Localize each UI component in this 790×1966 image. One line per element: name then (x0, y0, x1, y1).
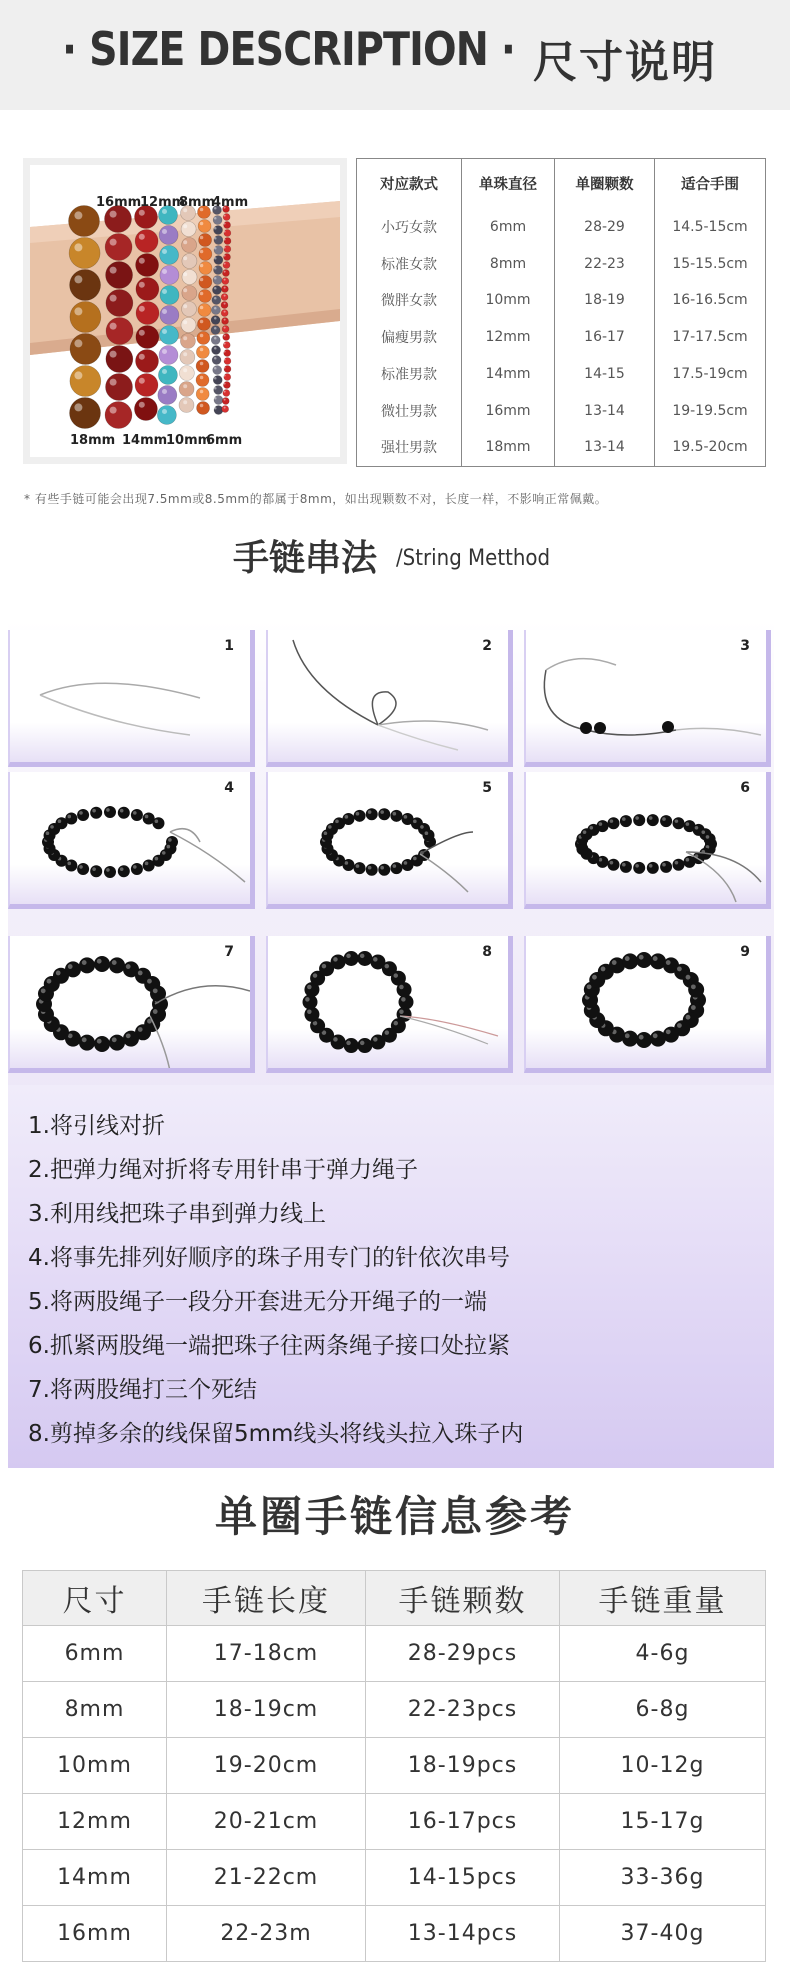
bracelet-photo (23, 158, 347, 464)
header-title-en: · SIZE DESCRIPTION · (62, 22, 516, 76)
step-5-illustration (268, 772, 508, 904)
info-table-cell: 4-6g (560, 1626, 766, 1682)
step-4-illustration (10, 772, 250, 904)
size-table-row (357, 209, 766, 246)
size-table-cell: 14mm (462, 356, 555, 393)
info-table-cell: 22-23m (167, 1906, 366, 1962)
info-table-cell: 18-19pcs (366, 1738, 560, 1794)
size-table-cell: 16mm (462, 392, 555, 429)
step-3-illustration (526, 630, 766, 762)
step-image-6 (524, 772, 771, 909)
info-table-cell: 14-15pcs (366, 1850, 560, 1906)
size-table-cell: 标准男款 (357, 356, 462, 393)
info-table-row (23, 1850, 766, 1906)
step-1-illustration (10, 630, 250, 762)
instruction-step: 4.将事先排列好顺序的珠子用专门的针依次串号 (28, 1245, 510, 1271)
header-title-cn: 尺寸说明 (533, 37, 717, 88)
info-table-header-cell: 尺寸 (23, 1571, 167, 1626)
size-table-row (357, 356, 766, 393)
info-table-header-cell: 手链颗数 (366, 1571, 560, 1626)
step-number: 2 (482, 638, 492, 654)
info-table-row (23, 1738, 766, 1794)
size-table-row (357, 392, 766, 429)
size-label-14mm: 14mm (122, 433, 168, 448)
step-number: 9 (740, 944, 750, 960)
size-table-cell: 偏瘦男款 (357, 319, 462, 356)
step-2-illustration (268, 630, 508, 762)
size-label-10mm: 10mm (166, 433, 212, 448)
instruction-step: 8.剪掉多余的线保留5mm线头将线头拉入珠子内 (28, 1421, 524, 1447)
step-number: 3 (740, 638, 750, 654)
info-table-cell: 8mm (23, 1682, 167, 1738)
size-table-cell: 22-23 (555, 245, 655, 282)
step-image-7 (8, 936, 255, 1073)
info-table-cell: 6-8g (560, 1682, 766, 1738)
step-number: 8 (482, 944, 492, 960)
info-table-cell: 21-22cm (167, 1850, 366, 1906)
size-table-cell: 17.5-19cm (672, 366, 748, 383)
info-table-cell: 20-21cm (167, 1794, 366, 1850)
step-number: 1 (224, 638, 234, 654)
size-table-row (357, 282, 766, 319)
info-table-cell: 33-36g (560, 1850, 766, 1906)
size-table-cell: 14-15 (555, 356, 655, 393)
size-table-cell: 16-16.5cm (672, 292, 748, 309)
info-table-row (23, 1906, 766, 1962)
info-table-row (23, 1626, 766, 1682)
size-table-cell: 17-17.5cm (672, 329, 748, 346)
info-table (22, 1570, 766, 1962)
size-table-cell: 小巧女款 (357, 209, 462, 246)
info-table-cell: 37-40g (560, 1906, 766, 1962)
size-table-header-cell: 单珠直径 (462, 159, 555, 209)
size-table-row (357, 429, 766, 466)
step-6-illustration (526, 772, 766, 904)
instruction-step: 2.把弹力绳对折将专用针串于弹力绳子 (28, 1157, 418, 1183)
step-7-illustration (10, 936, 250, 1068)
info-table-cell: 28-29pcs (366, 1626, 560, 1682)
size-label-16mm: 16mm (96, 195, 142, 210)
step-image-5 (266, 772, 513, 909)
size-table-cell: 18mm (462, 429, 555, 466)
instruction-step: 7.将两股绳打三个死结 (28, 1377, 257, 1403)
size-table-row (357, 319, 766, 356)
size-table-cell: 12mm (462, 319, 555, 356)
info-table-cell: 16mm (23, 1906, 167, 1962)
size-table-header-cell: 适合手围 (681, 177, 739, 194)
instruction-step: 3.利用线把珠子串到弹力线上 (28, 1201, 326, 1227)
size-label-4mm: 4mm (212, 195, 249, 210)
instruction-step: 5.将两股绳子一段分开套进无分开绳子的一端 (28, 1289, 487, 1315)
size-table-cell: 微胖女款 (357, 282, 462, 319)
step-image-1 (8, 630, 255, 767)
size-table-cell: 8mm (462, 245, 555, 282)
info-table-cell: 19-20cm (167, 1738, 366, 1794)
size-label-6mm: 6mm (206, 433, 243, 448)
info-table-header-cell: 手链长度 (167, 1571, 366, 1626)
size-table-cell: 强壮男款 (357, 429, 462, 466)
size-table-cell: 19-19.5cm (672, 402, 748, 419)
size-table-cell: 6mm (462, 209, 555, 246)
footnote: * 有些手链可能会出现7.5mm或8.5mm的都属于8mm，如出现颗数不对，长度一样，不影响正常佩戴。 (24, 492, 608, 506)
step-8-illustration (268, 936, 508, 1068)
method-title-en: /String Metthod (396, 546, 551, 571)
info-table-cell: 22-23pcs (366, 1682, 560, 1738)
step-number: 4 (224, 780, 234, 796)
size-table-cell: 28-29 (555, 209, 655, 246)
step-9-illustration (526, 936, 766, 1068)
size-table-cell: 19.5-20cm (672, 439, 748, 456)
size-table-cell: 18-19 (555, 282, 655, 319)
size-table-row (357, 245, 766, 282)
size-table-cell: 微壮男款 (357, 392, 462, 429)
info-table-cell: 12mm (23, 1794, 167, 1850)
info-table-cell: 17-18cm (167, 1626, 366, 1682)
info-table-cell: 16-17pcs (366, 1794, 560, 1850)
method-title-cn: 手链串法 (233, 538, 378, 579)
step-number: 7 (224, 944, 234, 960)
step-image-9 (524, 936, 771, 1073)
size-label-12mm: 12mm (140, 195, 186, 210)
info-table-cell: 18-19cm (167, 1682, 366, 1738)
size-table-cell: 15-15.5cm (672, 255, 748, 272)
size-table-cell: 13-14 (555, 429, 655, 466)
info-table-header-cell: 手链重量 (560, 1571, 766, 1626)
step-image-2 (266, 630, 513, 767)
size-table-cell: 10mm (462, 282, 555, 319)
step-image-8 (266, 936, 513, 1073)
size-table-header-cell: 单圈颗数 (555, 159, 655, 209)
step-image-4 (8, 772, 255, 909)
instruction-step: 6.抓紧两股绳一端把珠子往两条绳子接口处拉紧 (28, 1333, 510, 1359)
header-banner (0, 0, 790, 110)
info-table-cell: 10-12g (560, 1738, 766, 1794)
size-table-cell: 14.5-15cm (672, 218, 748, 235)
size-label-18mm: 18mm (70, 433, 116, 448)
info-table-cell: 6mm (23, 1626, 167, 1682)
step-image-3 (524, 630, 771, 767)
info-table-row (23, 1794, 766, 1850)
size-table (356, 158, 766, 467)
size-table-header (357, 159, 766, 209)
step-number: 5 (482, 780, 492, 796)
instruction-step: 1.将引线对折 (28, 1113, 165, 1139)
info-table-row (23, 1682, 766, 1738)
info-table-cell: 10mm (23, 1738, 167, 1794)
size-table-cell: 16-17 (555, 319, 655, 356)
info-table-cell: 13-14pcs (366, 1906, 560, 1962)
instructions-panel (8, 1085, 774, 1468)
size-table-cell: 标准女款 (357, 245, 462, 282)
size-label-8mm: 8mm (179, 195, 216, 210)
info-table-header (23, 1571, 766, 1626)
info-table-cell: 15-17g (560, 1794, 766, 1850)
size-table-cell: 13-14 (555, 392, 655, 429)
size-table-header-cell: 对应款式 (357, 159, 462, 209)
info-title: 单圈手链信息参考 (214, 1492, 575, 1541)
info-table-cell: 14mm (23, 1850, 167, 1906)
step-number: 6 (740, 780, 750, 796)
